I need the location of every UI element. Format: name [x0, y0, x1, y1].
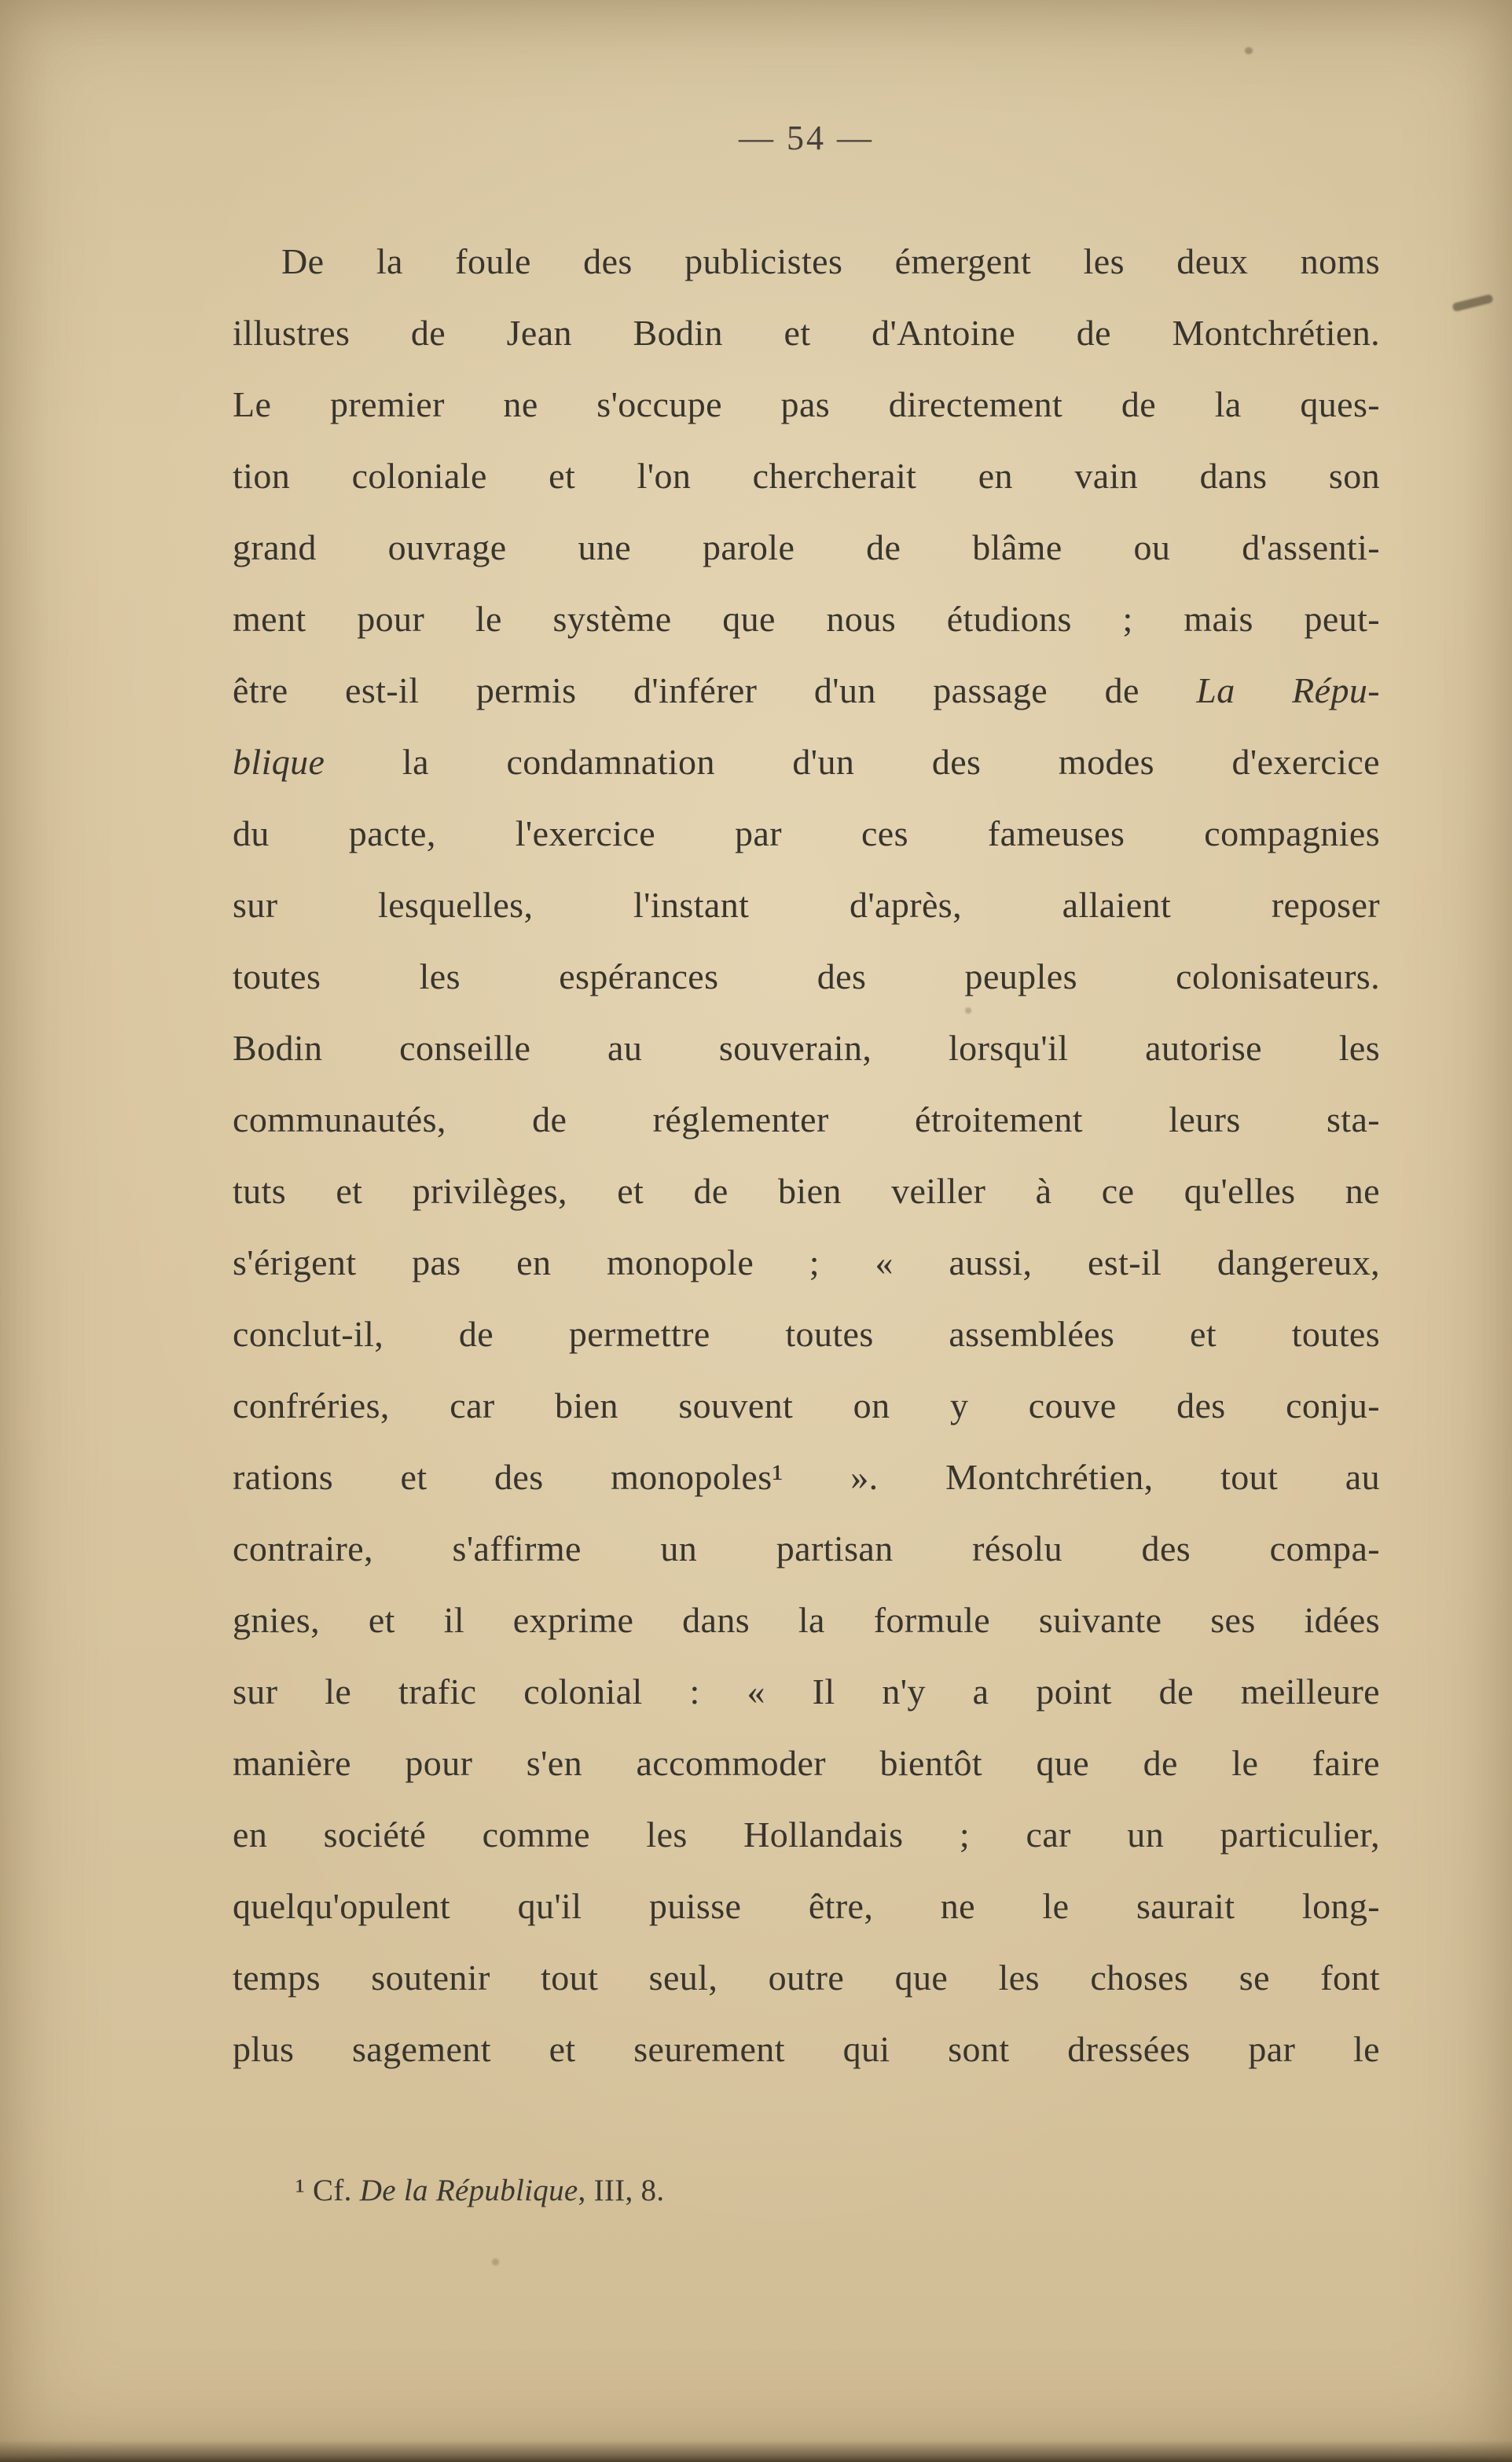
body-line [233, 583, 1380, 655]
line-text: illustres de Jean Bodin et d'Antoine de Montchrétien. [233, 313, 1380, 353]
line-text: sur le trafic colonial : « Il n'y a point de meilleure [233, 1671, 1380, 1712]
body-line [233, 512, 1380, 583]
line-text: communautés, de réglementer étroitement leurs sta- [233, 1099, 1380, 1139]
line-text: Le premier ne s'occupe pas directement de la ques- [233, 384, 1380, 424]
body-line [233, 798, 1380, 869]
line-text: conclut-il, de permettre toutes assemblées et toutes [233, 1314, 1380, 1354]
footnote-marker-and-ref: ¹ Cf. [295, 2174, 360, 2207]
line-text: être est-il permis d'inférer d'un passage de [233, 670, 1197, 710]
line-text: en société comme les Hollandais ; car un particulier, [233, 1814, 1380, 1855]
body-line [233, 226, 1380, 297]
line-text: Bodin conseille au souverain, lorsqu'il autorise les [233, 1028, 1380, 1068]
body-line [233, 1370, 1380, 1441]
body-line [233, 1227, 1380, 1298]
body-line [233, 1870, 1380, 1942]
book-title-italic: blique [233, 742, 325, 782]
footnote [233, 2173, 1380, 2208]
body-line [233, 1584, 1380, 1656]
body-line [233, 1656, 1380, 1727]
body-line [233, 1942, 1380, 2013]
body-line [233, 1513, 1380, 1584]
body-line [233, 941, 1380, 1012]
line-text: grand ouvrage une parole de blâme ou d'assenti- [233, 527, 1380, 567]
body-line [233, 440, 1380, 512]
footnote-citation: , III, 8. [578, 2174, 665, 2207]
line-text: manière pour s'en accommoder bientôt que de le faire [233, 1743, 1380, 1783]
body-line [233, 1799, 1380, 1870]
line-text: De la foule des publicistes émergent les deux noms [281, 241, 1380, 281]
line-text: la condamnation d'un des modes d'exercice [325, 742, 1380, 782]
line-text: tuts et privilèges, et de bien veiller à ce qu'elles ne [233, 1171, 1380, 1211]
body-line [233, 726, 1380, 798]
line-text: ment pour le système que nous étudions ; mais peut- [233, 599, 1380, 639]
page-number: — 54 — [739, 119, 874, 157]
line-text: plus sagement et seurement qui sont dressées par le [233, 2029, 1380, 2069]
body-line [233, 1084, 1380, 1155]
page-content [233, 118, 1380, 2208]
body-line [233, 1441, 1380, 1513]
scan-artifact-dash [1451, 294, 1493, 312]
footnote-book-title-italic: De la République [359, 2174, 578, 2207]
body-line [233, 2013, 1380, 2085]
body-line [233, 655, 1380, 726]
body-line [233, 1155, 1380, 1227]
body-line [233, 369, 1380, 440]
scan-bottom-edge [0, 2440, 1512, 2462]
body-line [233, 1012, 1380, 1084]
body-line [233, 297, 1380, 369]
line-text: rations et des monopoles¹ ». Montchrétien, tout au [233, 1457, 1380, 1497]
line-text: tion coloniale et l'on chercherait en vain dans son [233, 456, 1380, 496]
line-text: confréries, car bien souvent on y couve des conju- [233, 1385, 1380, 1425]
line-text: gnies, et il exprime dans la formule suivante ses idées [233, 1600, 1380, 1640]
scan-artifact-speck [1245, 47, 1253, 54]
body-line [233, 869, 1380, 941]
body-line [233, 1298, 1380, 1370]
line-text: du pacte, l'exercice par ces fameuses compagnies [233, 813, 1380, 853]
body-line [233, 1727, 1380, 1799]
line-text: s'érigent pas en monopole ; « aussi, est-il dangereux, [233, 1242, 1380, 1282]
line-text: quelqu'opulent qu'il puisse être, ne le saurait long- [233, 1886, 1380, 1926]
line-text: temps soutenir tout seul, outre que les choses se font [233, 1957, 1380, 1998]
book-title-italic: La Répu- [1196, 670, 1380, 710]
scan-artifact-speck [492, 2258, 499, 2266]
line-text: contraire, s'affirme un partisan résolu des compa- [233, 1528, 1380, 1569]
body-text [233, 226, 1380, 2085]
line-text: toutes les espérances des peuples colonisateurs. [233, 956, 1380, 996]
line-text: sur lesquelles, l'instant d'après, allaient reposer [233, 885, 1380, 925]
